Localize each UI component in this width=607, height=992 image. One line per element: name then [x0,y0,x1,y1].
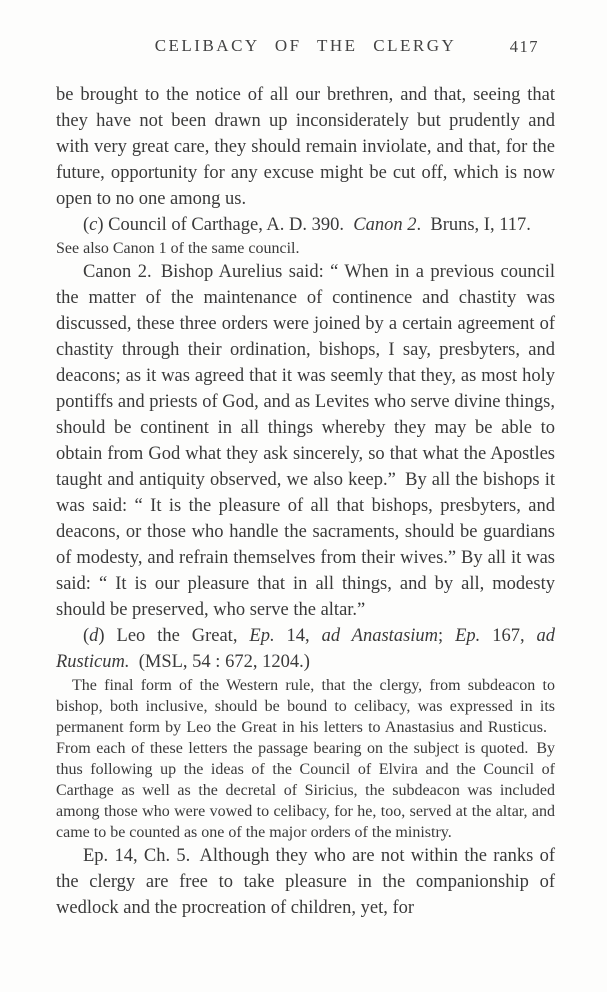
italic-text-segment: d [89,626,99,646]
citation-council-of-carthage [56,212,555,238]
paragraph-canon-2-text [56,259,555,623]
italic-text-segment: ad Rusticum. [56,626,556,672]
italic-text-segment: Ep. [455,626,481,646]
page-body [56,82,555,921]
editorial-note [56,675,555,843]
text-segment: The final form of the Western rule, that the clergy, from subdeacon to bishop, both inclusive, should be bound to celibacy, was expressed in its permanent form by Leo the Great in his letters to Anastasius and Rusticus. From each of these letters the passage bearing on the subject is quoted. By thus following up the ideas of the Council of Elvira and the Council of Carthage as well as the decretal of Siricius, the subdeacon was included among those who were vowed to celibacy, for he, too, served at the altar, and came to be counted as one of the major orders of the ministry. [56,677,555,841]
text-segment: ( [83,626,90,646]
italic-text-segment: Canon 2 [353,215,417,235]
italic-text-segment: Ep. [249,626,275,646]
text-segment: 167, [480,626,537,646]
text-segment: ; [438,626,456,646]
running-title: CELIBACY OF THE CLERGY [154,36,457,55]
text-segment: (MSL, 54 : 672, 1204.) [129,652,310,672]
text-segment: ( [83,215,90,235]
text-segment: . Bruns, I, 117. [416,215,531,235]
text-segment: ) Council of Carthage, A. D. 390. [97,215,354,235]
page-number: 417 [509,37,539,56]
text-segment: Ep. 14, Ch. 5. Although they who are not within the ranks of the clergy are free to take pleasure in the companionship of wedlock and the procreation of children, yet, for [56,846,555,918]
text-segment: Canon 2. Bishop Aurelius said: “ When in a previous council the matter of the maintenance of continence and chastity was discussed, these three orders were joined by a certain agreement of chastity through their ordination, bishops, I say, presbyters, and deacons; as it was agreed that it was seemly that they, as most holy pontiffs and priests of God, and as Levites who serve divine things, should be continent in all things whereby they may be able to obtain from God what they ask sincerely, so that what the Apostles taught and antiquity observed, we also keep.” By all the bishops it was said: “ It is the pleasure of all that bishops, presbyters, and deacons, or those who handle the sacraments, should be guardians of modesty, and refrain themselves from their wives.” By all it was said: “ It is our pleasure that in all things, and by all, modesty should be preserved, who serve the altar.” [56,262,555,620]
paragraph-inviolate [56,82,555,212]
text-segment: See also Canon 1 of the same council. [56,240,300,257]
note-see-also [56,238,555,259]
paragraph-ep-14-ch-5 [56,843,555,921]
citation-leo-the-great [56,623,555,675]
page-header [56,36,555,56]
italic-text-segment: ad Anastasium [321,626,439,646]
text-segment: 14, [274,626,322,646]
text-segment: be brought to the notice of all our brethren, and that, seeing that they have not been drawn up inconsiderately but prudently and with very great care, they should remain inviolate, and that, for the future, opportunity for any excuse might be cut off, which is now open to no one among us. [56,85,555,209]
text-segment: ) Leo the Great, [98,626,250,646]
italic-text-segment: c [89,215,98,235]
